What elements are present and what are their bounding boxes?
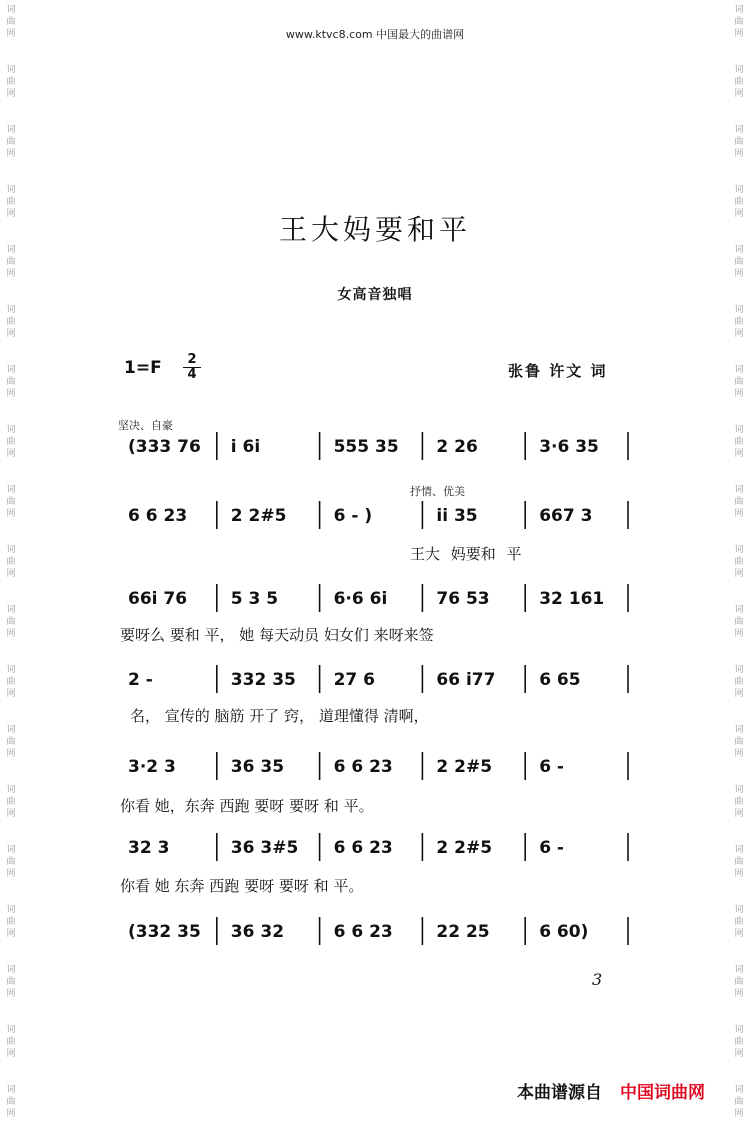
watermark-text: 词 曲 网 [734, 65, 744, 99]
watermark-text: 词 曲 网 [6, 65, 16, 99]
song-subtitle: 女高音独唱 [337, 287, 413, 303]
lyric-line-3: 名， 宣传的 脑筋 开了 窍， 道理懂得 清啊， [130, 707, 429, 725]
score-bar-notes: 6 65 [539, 670, 581, 690]
watermark-text: 词 曲 网 [734, 605, 744, 639]
watermark-text: 词 曲 网 [734, 245, 744, 279]
score-bar-notes: 2 2#5 [230, 506, 287, 526]
watermark-text: 词 曲 网 [734, 545, 744, 579]
watermark-text: 词 曲 网 [6, 1085, 16, 1119]
watermark-text: 词 曲 网 [734, 785, 744, 819]
watermark-text: 词 曲 网 [6, 185, 16, 219]
score-bar-notes: 66i 76 [128, 589, 188, 609]
watermark-text: 词 曲 网 [6, 605, 16, 639]
score-bar-notes: 76 53 [436, 589, 490, 609]
watermark-text: 词 曲 网 [734, 425, 744, 459]
watermark-text: 词 曲 网 [734, 1085, 744, 1119]
watermark-text: 词 曲 网 [6, 965, 16, 999]
score-bar-notes: 36 35 [230, 757, 285, 777]
watermark-text: 词 曲 网 [734, 905, 744, 939]
watermark-text: 词 曲 网 [734, 305, 744, 339]
score-bar-notes: 27 6 [333, 670, 376, 690]
score-bar-notes: 2 - [128, 670, 153, 690]
score-bar-notes: 2 2#5 [436, 838, 493, 858]
lyric-line-1: 王大 妈要和 平 [410, 545, 522, 563]
watermark-text: 词 曲 网 [6, 5, 16, 39]
watermark-text: 词 曲 网 [734, 725, 744, 759]
watermark-text: 词 曲 网 [6, 545, 16, 579]
watermark-text: 词 曲 网 [734, 5, 744, 39]
score-bar-notes: 6 60) [539, 922, 589, 942]
footer-source-label: 本曲谱源自 [517, 1083, 602, 1103]
score-bar-notes: 2 26 [436, 437, 478, 457]
watermark-text: 词 曲 网 [734, 485, 744, 519]
score-bar-notes: 667 3 [539, 506, 593, 526]
watermark-text: 词 曲 网 [6, 245, 16, 279]
watermark-text: 词 曲 网 [6, 785, 16, 819]
score-bar-notes: 6 - [539, 838, 565, 858]
watermark-text: 词 曲 网 [6, 905, 16, 939]
lyric-line-2: 要呀么 要和 平， 她 每天动员 妇女们 来呀来签 [120, 626, 434, 644]
score-bar-notes: 36 32 [230, 922, 285, 942]
score-bar-notes: 6·6 6i [333, 589, 388, 609]
score-bar-notes: 5 3 5 [230, 589, 279, 609]
watermark-text: 词 曲 网 [6, 365, 16, 399]
score-bar-notes: (333 76 [128, 437, 201, 457]
score-bar-notes: 66 i77 [436, 670, 496, 690]
score-bar-notes: 3·2 3 [128, 757, 176, 777]
watermark-text: 词 曲 网 [734, 185, 744, 219]
score-bar-notes: (332 35 [128, 922, 201, 942]
score-bar-notes: 32 161 [539, 589, 605, 609]
score-bar-notes: 6 - ) [333, 506, 373, 526]
footer-site-name: 中国词曲网 [620, 1083, 705, 1103]
watermark-text: 词 曲 网 [734, 1025, 744, 1059]
watermark-text: 词 曲 网 [734, 665, 744, 699]
watermark-text: 词 曲 网 [6, 845, 16, 879]
score-bar-notes: i 6i [230, 437, 261, 457]
watermark-text: 词 曲 网 [6, 1025, 16, 1059]
score-bar-notes: 3·6 35 [539, 437, 599, 457]
score-bar-notes: 6 6 23 [128, 506, 188, 526]
watermark-text: 词 曲 网 [734, 365, 744, 399]
footer-source [517, 1078, 705, 1103]
score-bar-notes: 332 35 [230, 670, 296, 690]
watermark-text: 词 曲 网 [734, 965, 744, 999]
expression-mark-verse: 抒情、优美 [410, 485, 465, 498]
score-bar-notes: 555 35 [333, 437, 399, 457]
expression-mark-intro: 坚决、自豪 [118, 419, 173, 432]
watermark-text: 词 曲 网 [6, 665, 16, 699]
score-bar-notes: 2 2#5 [436, 757, 493, 777]
time-signature-numerator: 2 [183, 353, 201, 368]
score-bar-notes: 32 3 [128, 838, 170, 858]
watermark-text: 词 曲 网 [734, 845, 744, 879]
score-bar-notes: 36 3#5 [230, 838, 299, 858]
song-title: 王大妈要和平 [278, 213, 471, 246]
page-number: 3 [592, 970, 603, 989]
score-bar-notes: 6 6 23 [333, 757, 393, 777]
watermark-text: 词 曲 网 [6, 485, 16, 519]
lyric-line-5: 你看 她 东奔 西跑 要呀 要呀 和 平。 [120, 877, 364, 895]
watermark-text: 词 曲 网 [6, 425, 16, 459]
watermark-text: 词 曲 网 [6, 725, 16, 759]
watermark-text: 词 曲 网 [6, 305, 16, 339]
score-bar-notes: 6 6 23 [333, 922, 393, 942]
header-url: www.ktvc8.com 中国最大的曲谱网 [285, 28, 465, 41]
lyricist-credits: 张鲁 许文 词 [508, 362, 608, 380]
key-signature: 1=F [124, 358, 162, 378]
score-bar-notes: 6 6 23 [333, 838, 393, 858]
watermark-text: 词 曲 网 [6, 125, 16, 159]
time-signature-denominator: 4 [187, 367, 197, 382]
lyric-line-4: 你看 她，东奔 西跑 要呀 要呀 和 平。 [120, 797, 374, 815]
score-bar-notes: 22 25 [436, 922, 490, 942]
score-bar-notes: ii 35 [436, 506, 478, 526]
watermark-text: 词 曲 网 [734, 125, 744, 159]
score-bar-notes: 6 - [539, 757, 565, 777]
